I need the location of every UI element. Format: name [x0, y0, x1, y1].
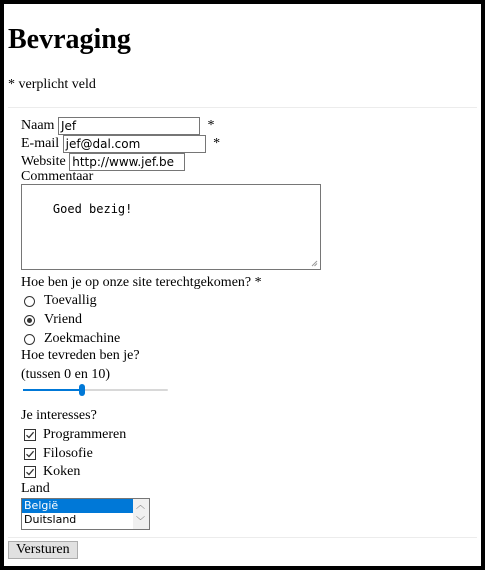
satisfaction-question: Hoe tevreden ben je? [21, 348, 140, 363]
checkmark-icon [25, 430, 35, 440]
email-row [21, 135, 220, 153]
form-bottom-divider [8, 537, 477, 538]
radio-option-zoekmachine[interactable] [24, 330, 120, 348]
radio-button[interactable] [24, 334, 35, 345]
name-label: Naam [21, 118, 55, 133]
checkbox-option-programmeren[interactable] [24, 426, 126, 444]
comment-text: Goed bezig! [52, 202, 133, 216]
source-question: Hoe ben je op onze site terechtgekomen? * [21, 275, 262, 290]
email-required-marker: * [213, 136, 221, 151]
submit-button[interactable]: Versturen [8, 541, 78, 559]
country-listbox[interactable] [21, 498, 150, 530]
radio-button-checked[interactable] [24, 315, 35, 326]
form-top-divider [8, 107, 477, 108]
satisfaction-slider[interactable] [23, 384, 168, 396]
website-label: Website [21, 154, 66, 169]
checkbox-option-filosofie[interactable] [24, 445, 93, 463]
scroll-down-icon[interactable]: ﹀ [136, 517, 146, 527]
name-input[interactable]: Jef [58, 117, 200, 135]
slider-fill [23, 389, 82, 391]
radio-option-vriend[interactable] [24, 311, 82, 329]
checkbox-label: Filosofie [43, 446, 93, 461]
checkbox-checked[interactable] [24, 429, 36, 441]
listbox-option[interactable]: Duitsland [24, 513, 77, 526]
slider-thumb[interactable] [79, 384, 85, 396]
listbox-scrollbar[interactable] [133, 499, 149, 529]
page-title: Bevraging [8, 24, 131, 55]
website-input[interactable]: http://www.jef.be [69, 153, 185, 171]
name-row [21, 117, 214, 135]
radio-label: Toevallig [44, 293, 97, 308]
name-required-marker: * [207, 118, 215, 133]
radio-label: Zoekmachine [44, 331, 121, 346]
comment-label: Commentaar [21, 169, 94, 184]
email-label: E-mail [21, 136, 60, 151]
email-input[interactable]: jef@dal.com [63, 135, 206, 153]
resize-grip-icon[interactable] [311, 260, 318, 267]
radio-button[interactable] [24, 296, 35, 307]
checkbox-option-koken[interactable] [24, 463, 80, 481]
checkbox-checked[interactable] [24, 448, 36, 460]
checkbox-label: Programmeren [43, 427, 127, 442]
checkbox-label: Koken [43, 464, 81, 479]
required-note: * verplicht veld [8, 77, 96, 92]
listbox-option-selected[interactable]: België [22, 499, 133, 513]
comment-textarea[interactable] [21, 184, 321, 270]
radio-label: Vriend [44, 312, 83, 327]
scroll-up-icon[interactable]: ︿ [136, 501, 146, 511]
country-label: Land [21, 481, 50, 496]
checkmark-icon [25, 467, 35, 477]
interests-question: Je interesses? [21, 408, 97, 423]
checkmark-icon [25, 449, 35, 459]
radio-option-toevallig[interactable] [24, 292, 97, 310]
checkbox-checked[interactable] [24, 466, 36, 478]
satisfaction-range-note: (tussen 0 en 10) [21, 367, 111, 382]
